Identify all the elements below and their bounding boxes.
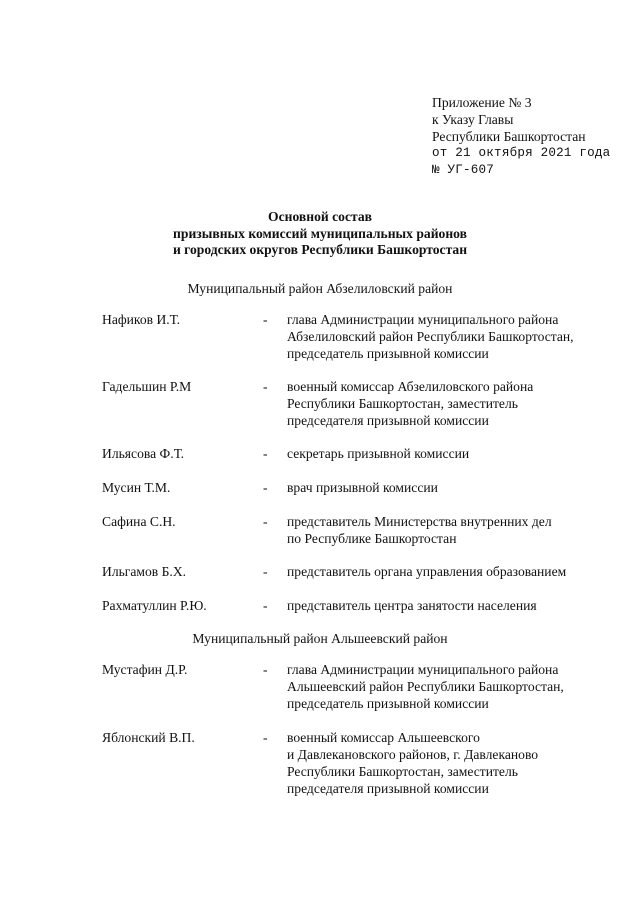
member-role xyxy=(287,311,622,362)
role-line: и Давлекановского районов, г. Давлеканово xyxy=(287,747,539,762)
role-line: секретарь призывной комиссии xyxy=(287,446,470,461)
member-dash: - xyxy=(263,730,268,745)
member-name: Яблонский В.П. xyxy=(102,730,195,745)
role-line: представитель центра занятости населения xyxy=(287,598,537,613)
member-role xyxy=(287,563,622,580)
role-line: представитель органа управления образованием xyxy=(287,564,567,579)
member-dash: - xyxy=(263,312,268,327)
role-line: Абзелиловский район Республики Башкортостан, xyxy=(287,329,574,344)
role-line: по Республике Башкортостан xyxy=(287,531,457,546)
member-name: Ильясова Ф.Т. xyxy=(102,446,185,461)
member-role xyxy=(287,479,622,496)
role-line: Альшеевский район Республики Башкортостан, xyxy=(287,679,564,694)
member-name: Сафина С.Н. xyxy=(102,514,176,529)
member-role xyxy=(287,597,622,614)
appendix-decree-ref: к Указу Главы xyxy=(432,112,514,127)
title-line-2: призывных комиссий муниципальных районов xyxy=(173,225,467,241)
role-line: глава Администрации муниципального района xyxy=(287,662,559,677)
appendix-date: от 21 октября 2021 года xyxy=(432,146,611,160)
appendix-number: № УГ-607 xyxy=(432,163,495,177)
member-name: Рахматуллин Р.Ю. xyxy=(102,598,207,613)
member-name: Нафиков И.Т. xyxy=(102,312,181,327)
member-name: Гадельшин Р.М xyxy=(102,379,192,394)
member-dash: - xyxy=(263,379,268,394)
role-line: представитель Министерства внутренних дел xyxy=(287,514,552,529)
role-line: Республики Башкортостан, заместитель xyxy=(287,396,518,411)
role-line: председатель призывной комиссии xyxy=(287,696,489,711)
member-role xyxy=(287,513,622,547)
appendix-republic: Республики Башкортостан xyxy=(432,129,586,144)
member-role xyxy=(287,445,622,462)
member-dash: - xyxy=(263,662,268,677)
appendix-title: Приложение № 3 xyxy=(432,95,532,110)
member-name: Ильгамов Б.Х. xyxy=(102,564,187,579)
member-name: Мусин Т.М. xyxy=(102,480,171,495)
role-line: врач призывной комиссии xyxy=(287,480,438,495)
role-line: глава Администрации муниципального района xyxy=(287,312,559,327)
member-dash: - xyxy=(263,564,268,579)
section-heading: Муниципальный район Абзелиловский район xyxy=(187,281,453,296)
member-role xyxy=(287,378,622,429)
member-dash: - xyxy=(263,480,268,495)
member-name: Мустафин Д.Р. xyxy=(102,662,188,677)
member-role xyxy=(287,729,622,797)
role-line: председатель призывной комиссии xyxy=(287,346,489,361)
member-dash: - xyxy=(263,598,268,613)
role-line: Республики Башкортостан, заместитель xyxy=(287,764,518,779)
title-line-1: Основной состав xyxy=(268,209,372,224)
document-title xyxy=(0,209,640,259)
section-heading: Муниципальный район Альшеевский район xyxy=(192,631,448,646)
member-dash: - xyxy=(263,514,268,529)
role-line: военный комиссар Альшеевского xyxy=(287,730,480,745)
member-dash: - xyxy=(263,446,268,461)
role-line: военный комиссар Абзелиловского района xyxy=(287,379,534,394)
member-role xyxy=(287,661,622,712)
appendix-block xyxy=(432,94,632,179)
role-line: председателя призывной комиссии xyxy=(287,413,489,428)
title-line-3: и городских округов Республики Башкортостан xyxy=(172,242,468,257)
role-line: председателя призывной комиссии xyxy=(287,781,489,796)
